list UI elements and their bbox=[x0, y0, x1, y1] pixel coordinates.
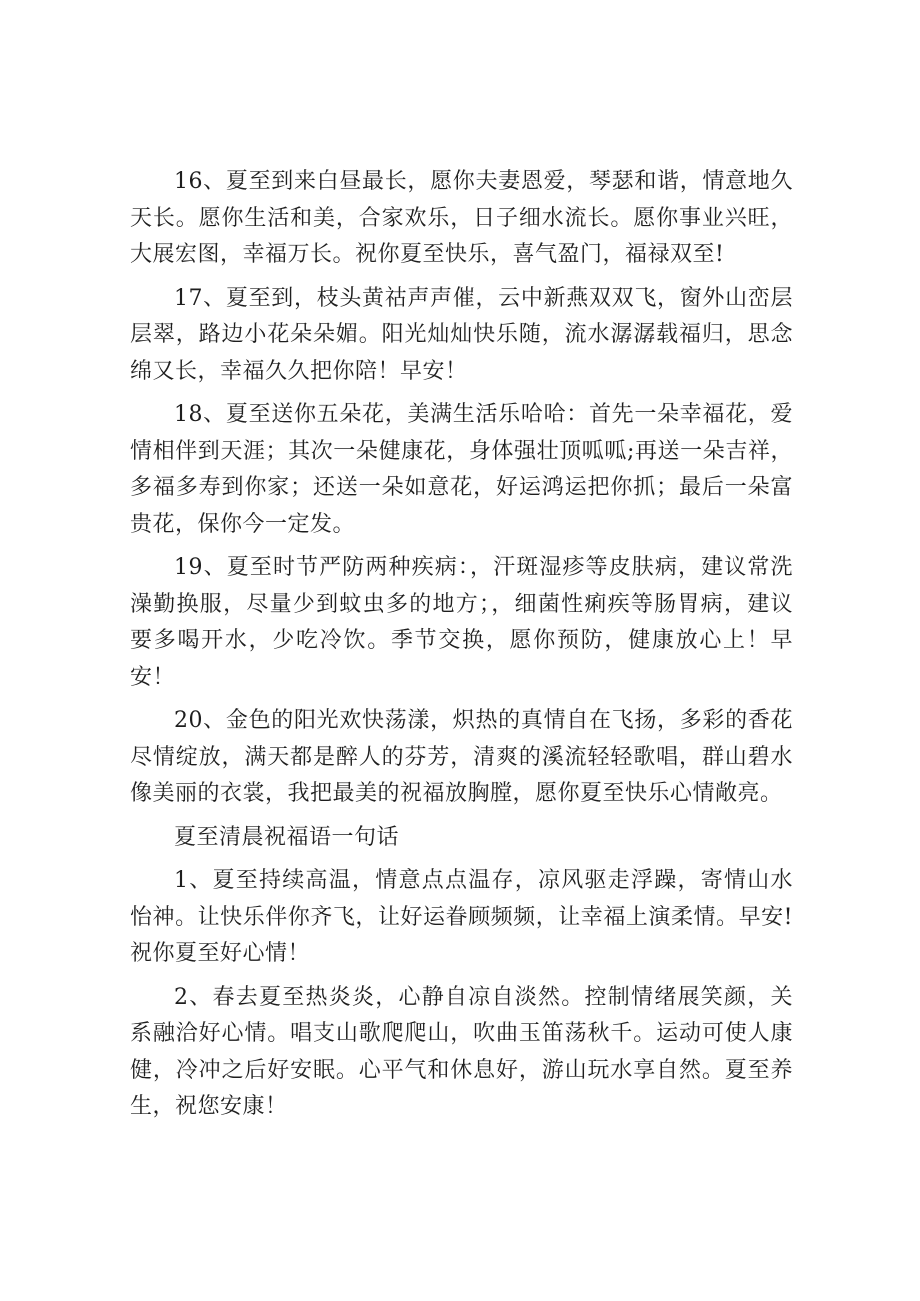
paragraph-16: 16、夏至到来白昼最长，愿你夫妻恩爱，琴瑟和谐，情意地久天长。愿你生活和美，合家欢乐，日子细水流长。愿你事业兴旺，大展宏图，幸福万长。祝你夏至快乐，喜气盈门，福禄双至! bbox=[130, 169, 793, 267]
paragraph-18: 18、夏至送你五朵花，美满生活乐哈哈：首先一朵幸福花，爱情相伴到天涯；其次一朵健康花，身体强壮顶呱呱;再送一朵吉祥，多福多寿到你家；还送一朵如意花，好运鸿运把你抓；最后一朵富贵花，保你今一定发。 bbox=[130, 402, 793, 537]
paragraph-17: 17、夏至到，枝头黄祜声声催，云中新燕双双飞，窗外山峦层层翠，路边小花朵朵媚。阳光灿灿快乐随，流水潺潺载福归，思念绵又长，幸福久久把你陪！早安！ bbox=[130, 285, 793, 384]
paragraph-19: 19、夏至时节严防两种疾病：，汗斑湿疹等皮肤病，建议常洗澡勤换服，尽量少到蚊虫多的地方；，细菌性痢疾等肠胃病，建议要多喝开水，少吃冷饮。季节交换，愿你预防，健康放心上！早安！ bbox=[130, 555, 793, 690]
paragraph-20: 20、金色的阳光欢快荡漾，炽热的真情自在飞扬，多彩的香花尽情绽放，满天都是醉人的芬芳，清爽的溪流轻轻歌唱，群山碧水像美丽的衣裳，我把最美的祝福放胸膛，愿你夏至快乐心情敞亮。 bbox=[130, 708, 793, 806]
paragraph-1: 1、夏至持续高温，情意点点温存，凉风驱走浮躁，寄情山水怡神。让快乐伴你齐飞，让好运眷顾频频，让幸福上演柔情。早安!祝你夏至好心情！ bbox=[130, 868, 793, 966]
paragraph-2: 2、春去夏至热炎炎，心静自凉自淡然。控制情绪展笑颜，关系融洽好心情。唱支山歌爬爬山，吹曲玉笛荡秋千。运动可使人康健，冷冲之后好安眠。心平气和休息好，游山玩水享自然。夏至养生，祝您安康！ bbox=[130, 984, 793, 1119]
document-body bbox=[130, 164, 793, 1133]
section-heading: 夏至清晨祝福语一句话 bbox=[174, 824, 400, 850]
